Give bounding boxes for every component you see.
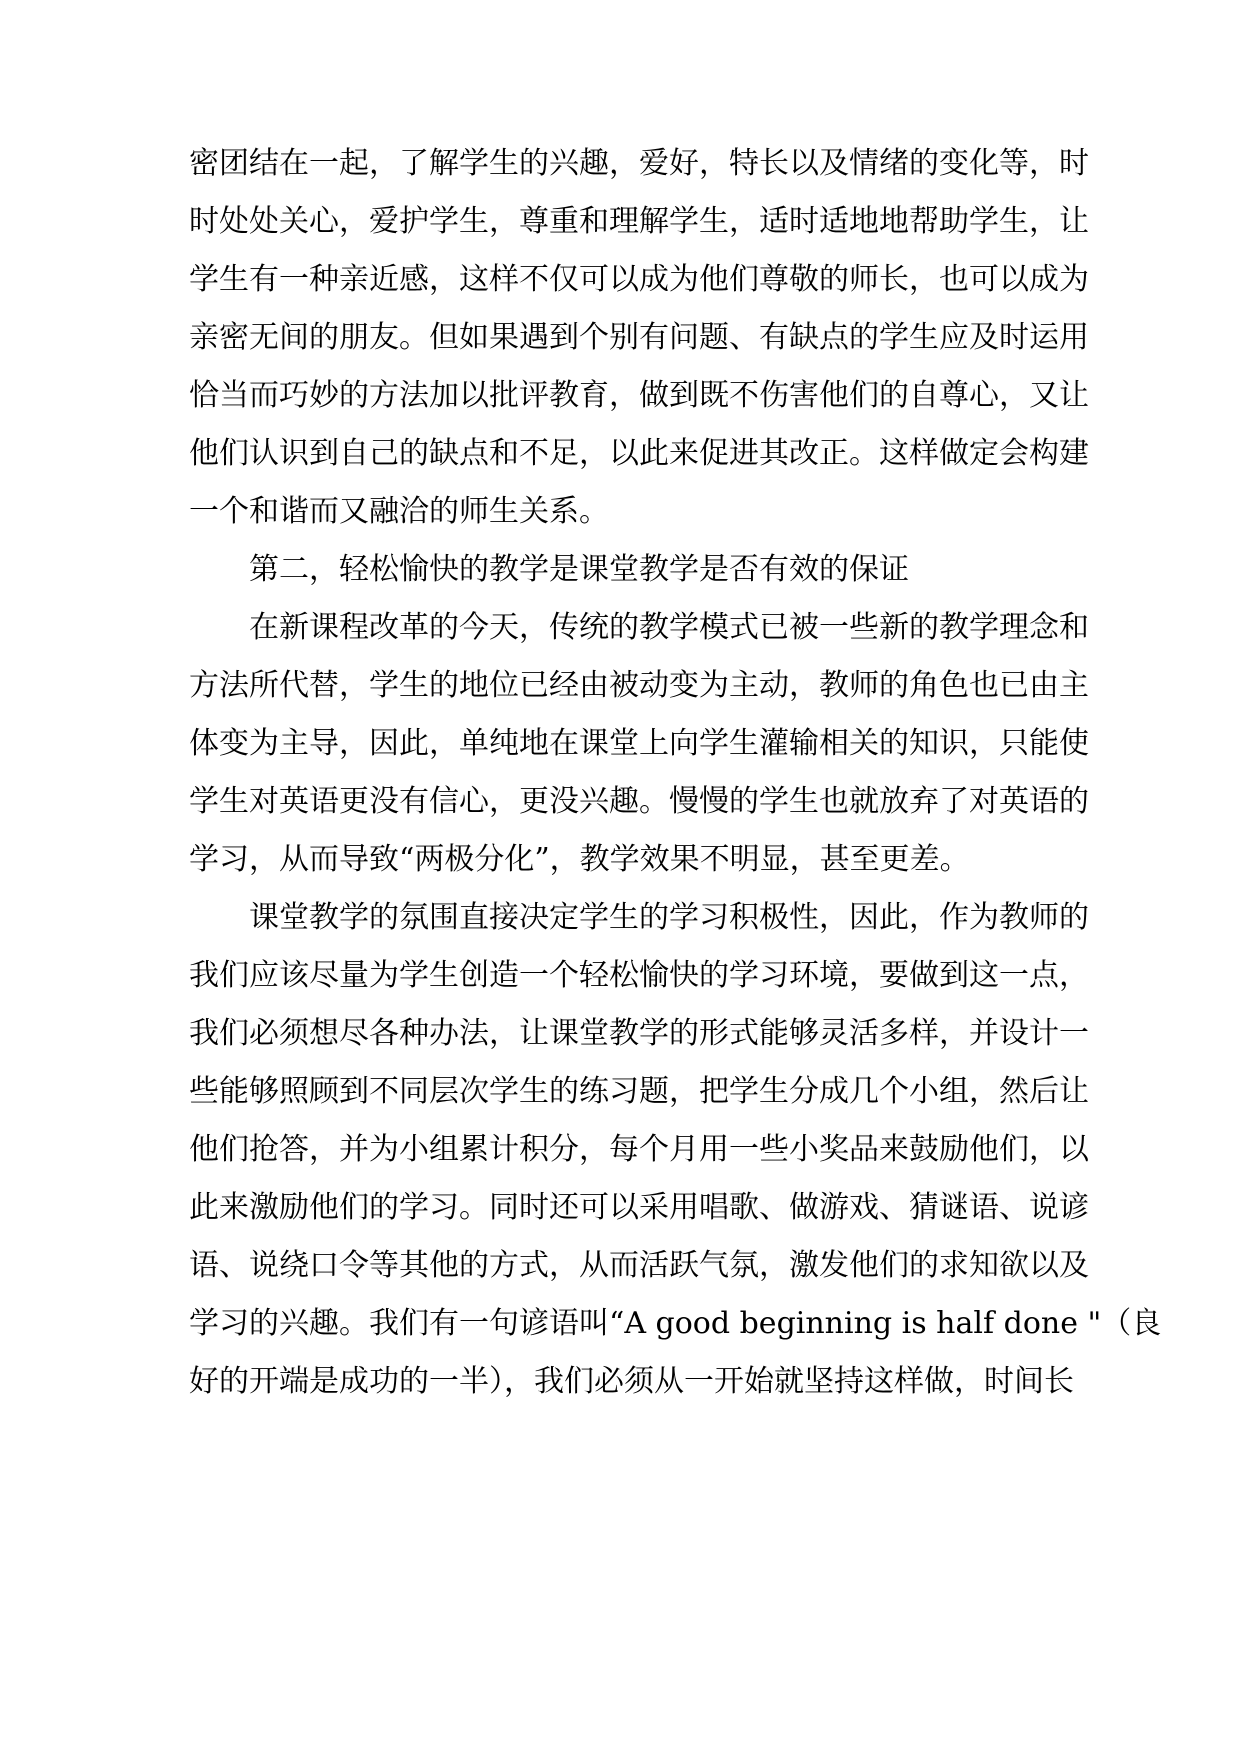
text-line: 我们应该尽量为学生创造一个轻松愉快的学习环境，要做到这一点， bbox=[189, 958, 1089, 993]
text-line: 他们认识到自己的缺点和不足，以此来促进其改正。这样做定会构建 bbox=[189, 436, 1089, 471]
text-line: 语、说绕口令等其他的方式，从而活跃气氛，激发他们的求知欲以及 bbox=[189, 1248, 1089, 1283]
text-line: 在新课程改革的今天，传统的教学模式已被一些新的教学理念和 bbox=[249, 610, 1089, 645]
heading-line: 第二，轻松愉快的教学是课堂教学是否有效的保证 bbox=[249, 552, 909, 587]
text-line: 时处处关心，爱护学生，尊重和理解学生，适时适地地帮助学生，让 bbox=[189, 204, 1089, 239]
text-line: 亲密无间的朋友。但如果遇到个别有问题、有缺点的学生应及时运用 bbox=[189, 320, 1089, 355]
text-line: 此来激励他们的学习。同时还可以采用唱歌、做游戏、猜谜语、说谚 bbox=[189, 1190, 1089, 1225]
text-line: 学习，从而导致“两极分化”，教学效果不明显，甚至更差。 bbox=[189, 842, 970, 877]
text-line: 体变为主导，因此，单纯地在课堂上向学生灌输相关的知识，只能使 bbox=[189, 726, 1089, 761]
text-line: 恰当而巧妙的方法加以批评教育，做到既不伤害他们的自尊心，又让 bbox=[189, 378, 1089, 413]
text-line: 我们必须想尽各种办法，让课堂教学的形式能够灵活多样，并设计一 bbox=[189, 1016, 1089, 1051]
text-line: 课堂教学的氛围直接决定学生的学习积极性，因此，作为教师的 bbox=[249, 900, 1089, 935]
text-line: 他们抢答，并为小组累计积分，每个月用一些小奖品来鼓励他们，以 bbox=[189, 1132, 1089, 1167]
text-line: 好的开端是成功的一半），我们必须从一开始就坚持这样做，时间长 bbox=[189, 1364, 1074, 1399]
text-line: 学生对英语更没有信心，更没兴趣。慢慢的学生也就放弃了对英语的 bbox=[189, 784, 1089, 819]
text-line: 些能够照顾到不同层次学生的练习题，把学生分成几个小组，然后让 bbox=[189, 1074, 1089, 1109]
text-line: 密团结在一起，了解学生的兴趣，爱好，特长以及情绪的变化等，时 bbox=[189, 146, 1089, 181]
text-line: 一个和谐而又融洽的师生关系。 bbox=[189, 494, 609, 529]
text-line: 学生有一种亲近感，这样不仅可以成为他们尊敬的师长，也可以成为 bbox=[189, 262, 1089, 297]
text-line: 方法所代替，学生的地位已经由被动变为主动，教师的角色也已由主 bbox=[189, 668, 1089, 703]
text-line: 学习的兴趣。我们有一句谚语叫“A good beginning is half done "（良 bbox=[189, 1306, 1162, 1341]
